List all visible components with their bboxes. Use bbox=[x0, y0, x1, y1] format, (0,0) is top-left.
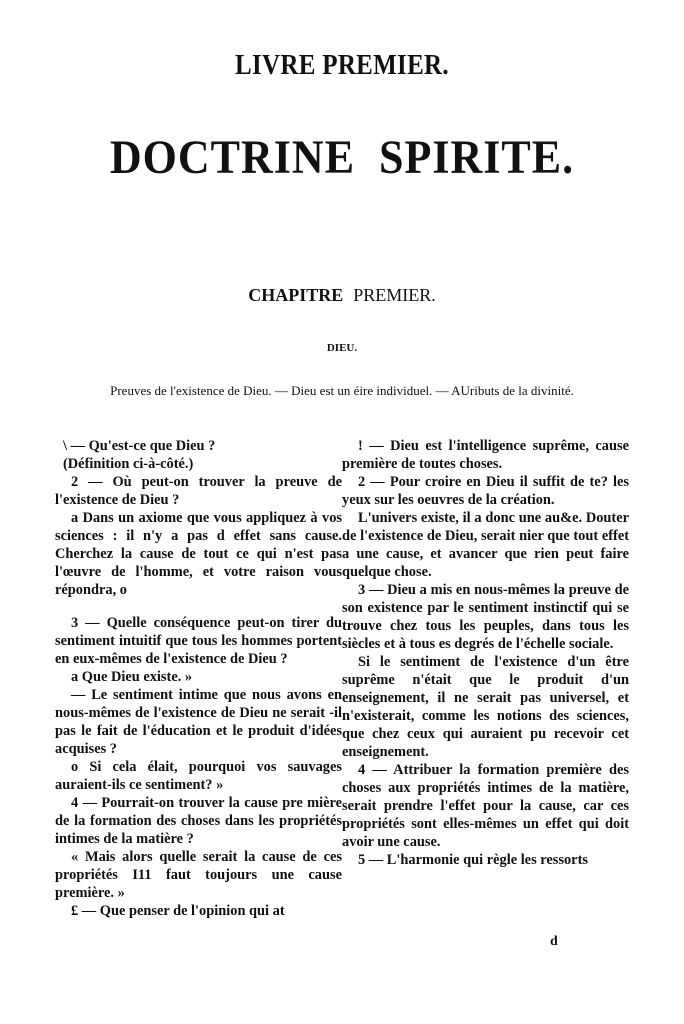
book-heading: LIVRE PREMIER. bbox=[235, 50, 449, 81]
chapter-number: PREMIER. bbox=[353, 285, 436, 305]
main-title: DOCTRINE SPIRITE. bbox=[109, 131, 575, 184]
answer-3: a Que Dieu existe. » bbox=[71, 669, 193, 685]
question-2: 2 — Où peut-on trouver la preuve de l'existence de Dieu ? bbox=[55, 474, 342, 508]
commentary-3b: Si le sentiment de l'existence d'un être suprême n'était que le produit d'un enseignement, il ne serait pas universel, et n'existerait, comme les notions des sciences, que chez ceux qui auraient pu recevoir cet enseignement. bbox=[342, 654, 629, 760]
question-1-note: (Définition ci-à-côté.) bbox=[63, 456, 194, 472]
question-3: 3 — Quelle conséquence peut-on tirer du sentiment intuitif que tous les hommes portent en eux-mêmes de l'existence de Dieu ? bbox=[55, 615, 342, 667]
chapter-summary: Preuves de l'existence de Dieu. — Dieu est un éire individuel. — AUributs de la divinité. bbox=[110, 383, 574, 398]
question-4: 4 — Pourrait-on trouver la cause pre mière de la formation des choses dans les propriétés intimes de la matière ? bbox=[55, 795, 342, 847]
commentary-4: 4 — Attribuer la formation première des choses aux propriétés intimes de la matière, serait prendre l'effet pour la cause, car ces propriétés sont elles-mêmes un effet qui doit avoir une cause. bbox=[342, 762, 629, 850]
chapter-subject: DIEU. bbox=[326, 342, 358, 354]
question-1: \ — Qu'est-ce que Dieu ? bbox=[63, 438, 216, 454]
question-5: £ — Que penser de l'opinion qui at bbox=[71, 903, 285, 919]
answer-2: a Dans un axiome que vous appliquez à vos sciences : il n'y a pas d effet sans cause. Cherchez la cause de tout ce qui n'est pas l'œuvre de l'homme, et votre raison vous répondra, o bbox=[55, 510, 342, 598]
left-column bbox=[55, 437, 342, 920]
commentary-2b: L'univers existe, il a donc une au&e. Douter de l'existence de Dieu, serait nier que tout effet a une cause, et avancer que rien peut faire quelque chose. bbox=[342, 510, 629, 580]
signature-mark: d bbox=[550, 934, 558, 949]
right-column bbox=[342, 437, 629, 869]
answer-3b: o Si cela élait, pourquoi vos sauvages auraient-ils ce sentiment? » bbox=[55, 759, 342, 793]
answer-4: « Mais alors quelle serait la cause de ces propriétés I11 faut toujours une cause première. » bbox=[55, 849, 342, 901]
chapter-heading bbox=[0, 285, 684, 306]
chapter-label: CHAPITRE bbox=[248, 285, 344, 305]
commentary-3: 3 — Dieu a mis en nous-mêmes la preuve de son existence par le sentiment instinctif qui se trouve chez tous les peuples, dans tous les siècles et à tous es degrés de l'échelle sociale. bbox=[342, 582, 629, 652]
commentary-1: ! — Dieu est l'intelligence suprême, cause première de toutes choses. bbox=[342, 438, 629, 472]
question-3b: — Le sentiment intime que nous avons en nous-mêmes de l'existence de Dieu ne serait -il pas le fait de l'éducation et le produit d'idées acquises ? bbox=[55, 687, 342, 757]
commentary-5: 5 — L'harmonie qui règle les ressorts bbox=[358, 852, 588, 868]
commentary-2: 2 — Pour croire en Dieu il suffit de te? les yeux sur les oeuvres de la création. bbox=[342, 474, 629, 508]
